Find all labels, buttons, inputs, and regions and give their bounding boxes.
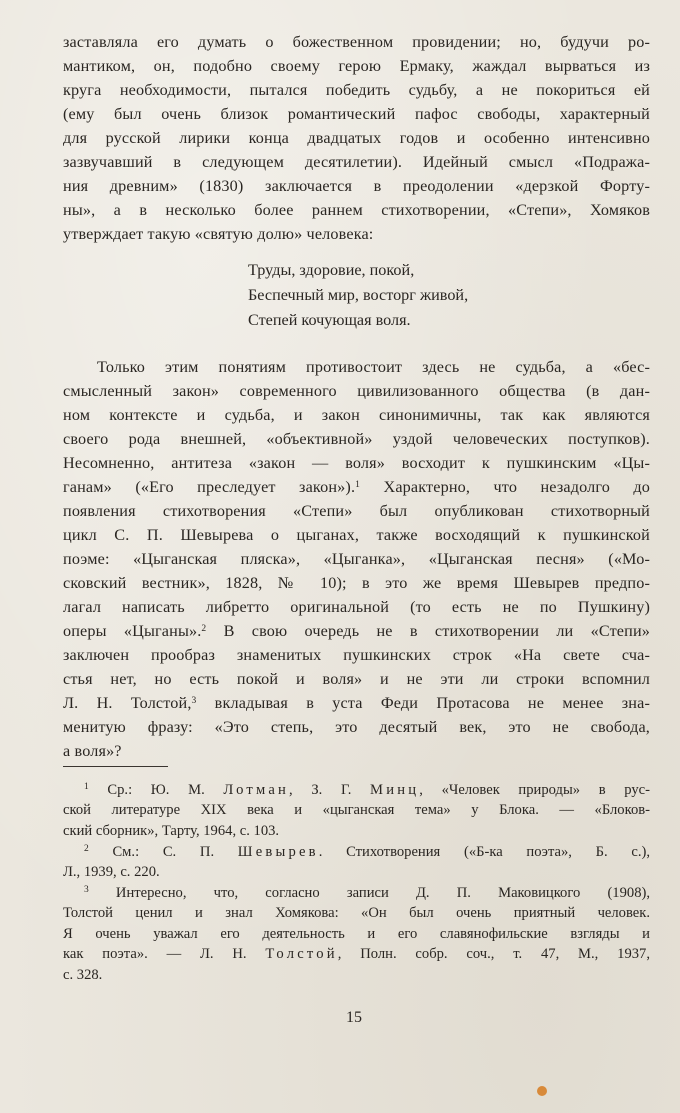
author-name: Минц	[370, 782, 420, 798]
footnote-line: с. 328.	[63, 967, 103, 983]
footnote-ref[interactable]: 2	[201, 624, 207, 634]
footnote-separator	[63, 766, 168, 767]
body-line: круга необходимости, пытался победить судьбу, а не покориться ей	[63, 81, 650, 99]
body-line: (ему был очень близок романтический пафос свободы, характерный	[63, 105, 650, 123]
footnote-line	[63, 944, 650, 965]
footnote-line: ский сборник», Тарту, 1964, с. 103.	[63, 823, 280, 839]
body-text: В свою очередь не в стихотворении ли «Степи»	[206, 622, 651, 640]
verse-line: Степей кочующая воля.	[248, 311, 411, 329]
footnote-line	[84, 780, 650, 801]
footnote-line: Л., 1939, с. 220.	[63, 864, 160, 880]
body-line	[63, 475, 650, 499]
body-line: сковский вестник», 1828, № 10); в это же время Шевырев предпо-	[63, 574, 650, 592]
body-text: вкладывая в уста Феди Протасова не менее зна-	[196, 694, 650, 712]
body-text: Л. Н. Толстой,	[63, 694, 192, 712]
body-line: своего рода внешней, «объективной» уздой человеческих поступков).	[63, 430, 650, 448]
footnote-text: . Стихотворения («Б-ка поэта», Б. с.),	[318, 844, 650, 860]
footnote-ref[interactable]: 3	[191, 696, 197, 706]
body-line: ны», а в несколько более раннем стихотворении, «Степи», Хомяков	[63, 201, 650, 219]
footnote-text: , З. Г.	[289, 782, 371, 798]
body-line: появления стихотворения «Степи» был опубликован стихотворный	[63, 502, 650, 520]
body-line: стья нет, но есть покой и воля» и не эти ли строки вспомнил	[63, 670, 650, 688]
scan-mark	[537, 1086, 547, 1096]
footnote-text: , «Человек природы» в рус-	[419, 782, 650, 798]
footnote-text: Ср.: Ю. М.	[88, 782, 224, 798]
body-line: смысленный закон» современного цивилизованного общества (в дан-	[63, 382, 650, 400]
body-line: поэме: «Цыганская пляска», «Цыганка», «Цыганская песня» («Мо-	[63, 550, 650, 568]
footnote-line: ской литературе XIX века и «цыганская тема» у Блока. — «Блоков-	[63, 802, 650, 818]
footnote-mark: 2	[84, 844, 89, 854]
body-line: утверждает такую «святую долю» человека:	[63, 225, 374, 243]
body-line: мантиком, он, подобно своему герою Ермаку, жаждал вырваться из	[63, 57, 650, 75]
body-line: для русской лирики конца двадцатых годов и особенно интенсивно	[63, 129, 650, 147]
body-text: ганам» («Его преследует закон»).	[63, 478, 356, 496]
author-name: Шевырев	[237, 844, 319, 860]
body-line: Только этим понятиям противостоит здесь не судьба, а «бес-	[97, 358, 650, 376]
body-text: Характерно, что незадолго до	[360, 478, 651, 496]
footnote-ref[interactable]: 1	[355, 480, 361, 490]
footnote-text: как поэта». — Л. Н.	[63, 946, 266, 962]
footnote-line: Я очень уважал его деятельность и его славянофильские взгляды и	[63, 926, 650, 942]
body-line: менитую фразу: «Это степь, это десятый век, это не свобода,	[63, 718, 650, 736]
footnote-mark: 1	[84, 782, 89, 792]
footnote-text: См.: С. П.	[88, 844, 238, 860]
body-line: ния древним» (1830) заключается в преодолении «дерзкой Форту-	[63, 177, 650, 195]
body-line: Несомненно, антитеза «закон — воля» восходит к пушкинским «Цы-	[63, 454, 650, 472]
footnote-line: Толстой ценил и знал Хомякова: «Он был очень приятный человек.	[63, 905, 650, 921]
footnote-text: Интересно, что, согласно записи Д. П. Маковицкого (1908),	[88, 885, 650, 901]
body-line: лагал написать либретто оригинальной (то есть не по Пушкину)	[63, 598, 650, 616]
footnote-mark: 3	[84, 885, 89, 895]
body-line: цикл С. П. Шевырева о цыганах, также восходящий к пушкинской	[63, 526, 650, 544]
author-name: Лотман	[223, 782, 290, 798]
author-name: Толстой	[265, 946, 338, 962]
body-text: оперы «Цыганы».	[63, 622, 202, 640]
footnote-line	[84, 842, 650, 863]
verse-line: Труды, здоровие, покой,	[248, 261, 415, 279]
body-line	[63, 619, 650, 643]
footnote-line	[84, 883, 650, 904]
footnote-text: , Полн. собр. соч., т. 47, М., 1937,	[337, 946, 650, 962]
body-line: а воля»?	[63, 742, 122, 760]
body-line: ном контексте и судьба, и закон синонимичны, так как являются	[63, 406, 650, 424]
body-line: зазвучавший в следующем десятилетии). Идейный смысл «Подража-	[63, 153, 650, 171]
verse-line: Беспечный мир, восторг живой,	[248, 286, 469, 304]
body-line: заключен прообраз знаменитых пушкинских строк «На свете сча-	[63, 646, 650, 664]
body-line: заставляла его думать о божественном провидении; но, будучи ро-	[63, 33, 650, 51]
page-number: 15	[346, 1009, 362, 1026]
body-line	[63, 691, 650, 715]
